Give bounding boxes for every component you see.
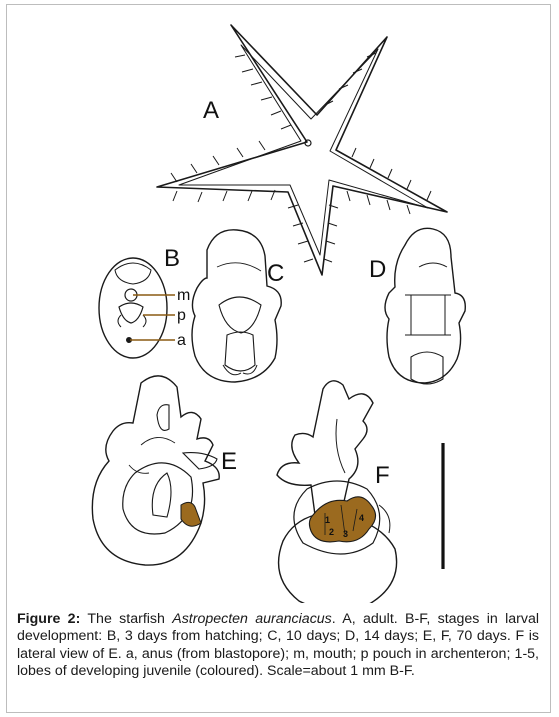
figure-drawing	[7, 5, 552, 603]
structure-label-mouth: m	[177, 287, 191, 304]
larva-c-drawing	[192, 230, 281, 382]
lobe-label-3: 3	[343, 529, 349, 539]
larva-b-drawing	[99, 258, 167, 358]
caption-species: Astropecten auranciacus	[172, 611, 332, 627]
lobe-label-1: 1	[325, 515, 331, 525]
figure-illustration	[7, 5, 552, 603]
structure-label-pouch: p	[177, 307, 186, 324]
larva-f-drawing	[277, 381, 397, 603]
panel-label-a: A	[203, 97, 220, 124]
panel-label-e: E	[221, 448, 238, 475]
panel-label-d: D	[369, 256, 387, 283]
caption-label: Figure 2:	[17, 611, 81, 627]
lobe-label-2: 2	[329, 527, 335, 537]
larva-e-drawing	[92, 376, 219, 565]
panel-label-b: B	[164, 245, 181, 272]
lobe-label-4: 4	[359, 513, 365, 523]
caption-text-before: The starfish	[80, 611, 173, 627]
panel-label-c: C	[267, 260, 285, 287]
starfish-adult-drawing	[157, 25, 447, 275]
structure-label-anus: a	[177, 332, 186, 349]
figure-frame	[6, 4, 551, 713]
caption-text-after: . A, adult. B-F, stages in larval development: B, 3 days from hatching; C, 10 days; D, 14 days; E, F, 70 days. F is lateral view of E. a, anus (from blastopore); m, mouth; p pouch in archenteron; 1-5, lobes of developing juvenile (coloured). Scale=about 1 mm B-F.	[17, 611, 540, 680]
larva-d-drawing	[385, 228, 465, 384]
figure-caption	[17, 611, 539, 681]
panel-label-f: F	[375, 462, 390, 489]
